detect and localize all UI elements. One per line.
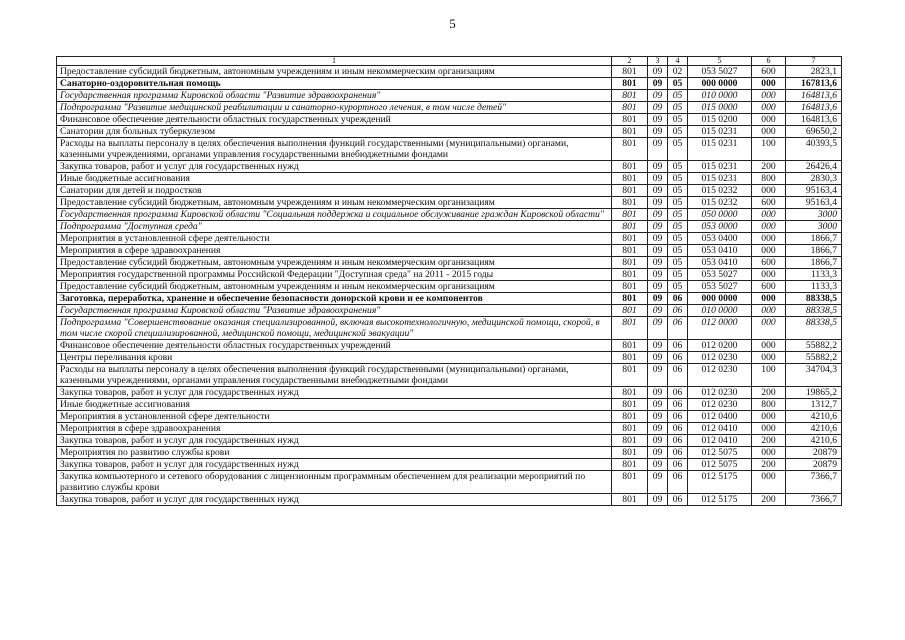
row-name-cell: Мероприятия в установленной сфере деятельности — [57, 411, 612, 423]
row-sum-cell: 1866,7 — [786, 233, 842, 245]
row-code-4-cell: 06 — [668, 399, 688, 411]
row-code-5-cell: 053 0410 — [688, 245, 752, 257]
header-cell-7: 7 — [786, 57, 842, 66]
row-code-5-cell: 012 0400 — [688, 411, 752, 423]
row-code-3-cell: 09 — [648, 364, 668, 387]
row-code-6-cell: 200 — [752, 387, 786, 399]
row-code-4-cell: 05 — [668, 114, 688, 126]
row-code-4-cell: 05 — [668, 233, 688, 245]
row-code-5-cell: 015 0231 — [688, 138, 752, 161]
row-code-5-cell: 053 5027 — [688, 66, 752, 78]
row-sum-cell: 40393,5 — [786, 138, 842, 161]
row-name-cell: Мероприятия по развитию службы крови — [57, 447, 612, 459]
row-code-5-cell: 015 0231 — [688, 173, 752, 185]
row-code-4-cell: 05 — [668, 209, 688, 221]
row-code-2-cell: 801 — [612, 138, 648, 161]
table-row — [57, 435, 842, 447]
row-code-5-cell: 012 0200 — [688, 340, 752, 352]
row-name-cell: Предоставление субсидий бюджетным, автономным учреждениям и иным некоммерческим организациям — [57, 197, 612, 209]
row-code-3-cell: 09 — [648, 257, 668, 269]
row-code-3-cell: 09 — [648, 102, 668, 114]
row-code-6-cell: 000 — [752, 471, 786, 494]
row-code-2-cell: 801 — [612, 340, 648, 352]
row-name-cell: Мероприятия государственной программы Российской Федерации "Доступная среда" на 2011 - 2015 годы — [57, 269, 612, 281]
row-sum-cell: 3000 — [786, 209, 842, 221]
row-code-4-cell: 06 — [668, 411, 688, 423]
row-code-6-cell: 000 — [752, 185, 786, 197]
table-row — [57, 161, 842, 173]
table-row — [57, 317, 842, 340]
row-code-6-cell: 600 — [752, 281, 786, 293]
row-code-5-cell: 012 5075 — [688, 447, 752, 459]
row-sum-cell: 7366,7 — [786, 471, 842, 494]
row-code-3-cell: 09 — [648, 340, 668, 352]
row-code-2-cell: 801 — [612, 435, 648, 447]
row-code-3-cell: 09 — [648, 387, 668, 399]
row-code-4-cell: 05 — [668, 269, 688, 281]
row-code-6-cell: 600 — [752, 197, 786, 209]
row-name-cell: Иные бюджетные ассигнования — [57, 399, 612, 411]
table-row — [57, 411, 842, 423]
row-code-4-cell: 06 — [668, 352, 688, 364]
table-row — [57, 352, 842, 364]
row-code-5-cell: 012 0000 — [688, 317, 752, 340]
row-name-cell: Мероприятия в сфере здравоохранения — [57, 245, 612, 257]
row-code-3-cell: 09 — [648, 245, 668, 257]
row-code-6-cell: 000 — [752, 305, 786, 317]
row-code-2-cell: 801 — [612, 364, 648, 387]
table-row — [57, 459, 842, 471]
row-code-2-cell: 801 — [612, 447, 648, 459]
row-code-3-cell: 09 — [648, 459, 668, 471]
row-code-2-cell: 801 — [612, 281, 648, 293]
row-sum-cell: 1133,3 — [786, 281, 842, 293]
row-sum-cell: 4210,6 — [786, 423, 842, 435]
row-code-2-cell: 801 — [612, 269, 648, 281]
row-code-5-cell: 015 0200 — [688, 114, 752, 126]
row-code-5-cell: 012 0230 — [688, 364, 752, 387]
row-sum-cell: 19865,2 — [786, 387, 842, 399]
table-row — [57, 209, 842, 221]
row-sum-cell: 1866,7 — [786, 257, 842, 269]
row-code-6-cell: 200 — [752, 435, 786, 447]
table-row — [57, 245, 842, 257]
row-code-3-cell: 09 — [648, 66, 668, 78]
row-sum-cell: 88338,5 — [786, 305, 842, 317]
row-code-2-cell: 801 — [612, 459, 648, 471]
row-code-4-cell: 06 — [668, 447, 688, 459]
row-code-5-cell: 012 0230 — [688, 387, 752, 399]
row-name-cell: Закупка товаров, работ и услуг для государственных нужд — [57, 161, 612, 173]
row-code-5-cell: 012 0230 — [688, 399, 752, 411]
row-code-6-cell: 000 — [752, 221, 786, 233]
row-code-2-cell: 801 — [612, 293, 648, 305]
row-code-3-cell: 09 — [648, 185, 668, 197]
row-code-6-cell: 000 — [752, 340, 786, 352]
row-name-cell: Санатории для больных туберкулезом — [57, 126, 612, 138]
row-sum-cell: 2830,3 — [786, 173, 842, 185]
row-code-4-cell: 05 — [668, 197, 688, 209]
row-code-5-cell: 010 0000 — [688, 305, 752, 317]
row-code-5-cell: 053 0400 — [688, 233, 752, 245]
row-name-cell: Предоставление субсидий бюджетным, автономным учреждениям и иным некоммерческим организациям — [57, 281, 612, 293]
row-code-3-cell: 09 — [648, 138, 668, 161]
row-code-6-cell: 100 — [752, 138, 786, 161]
table-row — [57, 197, 842, 209]
row-sum-cell: 1866,7 — [786, 245, 842, 257]
row-code-2-cell: 801 — [612, 411, 648, 423]
table-row — [57, 66, 842, 78]
row-code-2-cell: 801 — [612, 245, 648, 257]
row-name-cell: Мероприятия в установленной сфере деятельности — [57, 233, 612, 245]
row-name-cell: Закупка товаров, работ и услуг для государственных нужд — [57, 435, 612, 447]
row-code-5-cell: 012 0410 — [688, 435, 752, 447]
row-code-2-cell: 801 — [612, 78, 648, 90]
row-code-4-cell: 05 — [668, 257, 688, 269]
header-row — [57, 57, 842, 66]
table-row — [57, 340, 842, 352]
row-code-6-cell: 000 — [752, 317, 786, 340]
row-code-5-cell: 012 0410 — [688, 423, 752, 435]
row-code-2-cell: 801 — [612, 399, 648, 411]
row-code-6-cell: 200 — [752, 459, 786, 471]
row-code-4-cell: 05 — [668, 221, 688, 233]
row-code-4-cell: 05 — [668, 102, 688, 114]
row-sum-cell: 4210,6 — [786, 435, 842, 447]
row-code-6-cell: 000 — [752, 293, 786, 305]
row-code-6-cell: 000 — [752, 114, 786, 126]
table-row — [57, 364, 842, 387]
row-code-4-cell: 05 — [668, 78, 688, 90]
row-code-3-cell: 09 — [648, 447, 668, 459]
row-code-5-cell: 053 5027 — [688, 269, 752, 281]
row-code-3-cell: 09 — [648, 281, 668, 293]
table-row — [57, 471, 842, 494]
row-code-4-cell: 05 — [668, 161, 688, 173]
row-code-5-cell: 015 0232 — [688, 197, 752, 209]
table-row — [57, 173, 842, 185]
row-name-cell: Подпрограмма "Совершенствование оказания специализированной, включая высокотехнологичную, медицинской помощи, скорой, в том числе скорой специализированной, медицинской помощи, медицинской эвакуации" — [57, 317, 612, 340]
row-code-5-cell: 012 5075 — [688, 459, 752, 471]
table-row — [57, 102, 842, 114]
row-code-6-cell: 000 — [752, 245, 786, 257]
row-code-2-cell: 801 — [612, 317, 648, 340]
row-sum-cell: 34704,3 — [786, 364, 842, 387]
row-code-2-cell: 801 — [612, 494, 648, 506]
row-code-6-cell: 100 — [752, 364, 786, 387]
row-code-6-cell: 000 — [752, 126, 786, 138]
row-code-4-cell: 06 — [668, 435, 688, 447]
row-name-cell: Закупка компьютерного и сетевого оборудования с лицензионным программным обеспечением для реализации мероприятий по развитию службы крови — [57, 471, 612, 494]
row-code-4-cell: 06 — [668, 364, 688, 387]
row-code-4-cell: 06 — [668, 387, 688, 399]
row-code-4-cell: 05 — [668, 185, 688, 197]
row-code-2-cell: 801 — [612, 90, 648, 102]
row-code-2-cell: 801 — [612, 209, 648, 221]
row-code-5-cell: 053 0410 — [688, 257, 752, 269]
row-code-5-cell: 010 0000 — [688, 90, 752, 102]
row-sum-cell: 55882,2 — [786, 352, 842, 364]
row-code-4-cell: 06 — [668, 423, 688, 435]
row-sum-cell: 2823,1 — [786, 66, 842, 78]
row-code-3-cell: 09 — [648, 293, 668, 305]
table-row — [57, 399, 842, 411]
row-name-cell: Расходы на выплаты персоналу в целях обеспечения выполнения функций государственными (муниципальными) органами, казенными учреждениями, органами управления государственными внебюджетными фондами — [57, 364, 612, 387]
row-code-5-cell: 000 0000 — [688, 78, 752, 90]
row-sum-cell: 20879 — [786, 459, 842, 471]
row-code-6-cell: 200 — [752, 161, 786, 173]
row-sum-cell: 20879 — [786, 447, 842, 459]
row-sum-cell: 7366,7 — [786, 494, 842, 506]
header-cell-2: 2 — [612, 57, 648, 66]
row-code-2-cell: 801 — [612, 257, 648, 269]
row-code-4-cell: 06 — [668, 494, 688, 506]
row-code-3-cell: 09 — [648, 411, 668, 423]
row-code-2-cell: 801 — [612, 126, 648, 138]
table-row — [57, 221, 842, 233]
row-sum-cell: 26426,4 — [786, 161, 842, 173]
row-code-6-cell: 000 — [752, 78, 786, 90]
table-row — [57, 90, 842, 102]
row-code-4-cell: 05 — [668, 281, 688, 293]
row-code-6-cell: 000 — [752, 269, 786, 281]
row-code-6-cell: 600 — [752, 257, 786, 269]
row-code-4-cell: 05 — [668, 173, 688, 185]
row-code-3-cell: 09 — [648, 352, 668, 364]
row-name-cell: Финансовое обеспечение деятельности областных государственных учреждений — [57, 340, 612, 352]
row-code-3-cell: 09 — [648, 423, 668, 435]
row-name-cell: Государственная программа Кировской области "Социальная поддержка и социальное обслуживание граждан Кировской области" — [57, 209, 612, 221]
table-row — [57, 305, 842, 317]
row-name-cell: Закупка товаров, работ и услуг для государственных нужд — [57, 459, 612, 471]
row-name-cell: Предоставление субсидий бюджетным, автономным учреждениям и иным некоммерческим организациям — [57, 257, 612, 269]
row-code-6-cell: 000 — [752, 233, 786, 245]
row-name-cell: Иные бюджетные ассигнования — [57, 173, 612, 185]
row-code-6-cell: 000 — [752, 209, 786, 221]
row-name-cell: Заготовка, переработка, хранение и обеспечение безопасности донорской крови и ее компонентов — [57, 293, 612, 305]
row-code-6-cell: 000 — [752, 447, 786, 459]
row-code-2-cell: 801 — [612, 233, 648, 245]
table-row — [57, 447, 842, 459]
table-row — [57, 78, 842, 90]
row-code-2-cell: 801 — [612, 221, 648, 233]
row-sum-cell: 1133,3 — [786, 269, 842, 281]
row-code-4-cell: 05 — [668, 245, 688, 257]
row-code-4-cell: 05 — [668, 90, 688, 102]
row-code-2-cell: 801 — [612, 387, 648, 399]
row-name-cell: Санаторно-оздоровительная помощь — [57, 78, 612, 90]
row-code-3-cell: 09 — [648, 197, 668, 209]
row-code-3-cell: 09 — [648, 173, 668, 185]
row-code-3-cell: 09 — [648, 471, 668, 494]
row-code-5-cell: 012 0230 — [688, 352, 752, 364]
budget-table — [56, 56, 842, 506]
row-sum-cell: 95163,4 — [786, 185, 842, 197]
table-row — [57, 281, 842, 293]
row-code-6-cell: 000 — [752, 411, 786, 423]
table-row — [57, 126, 842, 138]
row-code-3-cell: 09 — [648, 126, 668, 138]
row-sum-cell: 1312,7 — [786, 399, 842, 411]
table-row — [57, 269, 842, 281]
row-code-6-cell: 000 — [752, 352, 786, 364]
header-cell-6: 6 — [752, 57, 786, 66]
row-code-2-cell: 801 — [612, 173, 648, 185]
row-name-cell: Подпрограмма "Развитие медицинской реабилитации и санаторно-курортного лечения, в том числе детей" — [57, 102, 612, 114]
row-code-5-cell: 015 0231 — [688, 161, 752, 173]
table-row — [57, 494, 842, 506]
table-row — [57, 185, 842, 197]
row-sum-cell: 55882,2 — [786, 340, 842, 352]
row-code-6-cell: 000 — [752, 90, 786, 102]
table-row — [57, 233, 842, 245]
row-sum-cell: 3000 — [786, 221, 842, 233]
row-code-5-cell: 050 0000 — [688, 209, 752, 221]
row-code-4-cell: 06 — [668, 293, 688, 305]
table-row — [57, 387, 842, 399]
row-name-cell: Центры переливания крови — [57, 352, 612, 364]
row-code-2-cell: 801 — [612, 305, 648, 317]
row-code-6-cell: 200 — [752, 494, 786, 506]
row-code-2-cell: 801 — [612, 185, 648, 197]
table-row — [57, 138, 842, 161]
row-code-2-cell: 801 — [612, 197, 648, 209]
row-name-cell: Санатории для детей и подростков — [57, 185, 612, 197]
row-code-3-cell: 09 — [648, 269, 668, 281]
table-row — [57, 423, 842, 435]
row-name-cell: Подпрограмма "Доступная среда" — [57, 221, 612, 233]
row-code-2-cell: 801 — [612, 423, 648, 435]
table-row — [57, 114, 842, 126]
row-sum-cell: 164813,6 — [786, 90, 842, 102]
row-code-4-cell: 06 — [668, 305, 688, 317]
row-code-5-cell: 015 0000 — [688, 102, 752, 114]
row-code-5-cell: 015 0232 — [688, 185, 752, 197]
row-code-5-cell: 000 0000 — [688, 293, 752, 305]
table-row — [57, 257, 842, 269]
row-sum-cell: 164813,6 — [786, 114, 842, 126]
row-name-cell: Предоставление субсидий бюджетным, автономным учреждениям и иным некоммерческим организациям — [57, 66, 612, 78]
row-code-3-cell: 09 — [648, 305, 668, 317]
row-code-4-cell: 06 — [668, 317, 688, 340]
header-cell-3: 3 — [648, 57, 668, 66]
row-code-5-cell: 015 0231 — [688, 126, 752, 138]
row-name-cell: Финансовое обеспечение деятельности областных государственных учреждений — [57, 114, 612, 126]
row-code-4-cell: 06 — [668, 459, 688, 471]
row-sum-cell: 164813,6 — [786, 102, 842, 114]
row-code-6-cell: 800 — [752, 399, 786, 411]
table-row — [57, 293, 842, 305]
row-code-5-cell: 053 0000 — [688, 221, 752, 233]
row-sum-cell: 88338,5 — [786, 293, 842, 305]
row-sum-cell: 167813,6 — [786, 78, 842, 90]
row-code-3-cell: 09 — [648, 161, 668, 173]
row-code-2-cell: 801 — [612, 102, 648, 114]
row-code-6-cell: 600 — [752, 66, 786, 78]
row-sum-cell: 95163,4 — [786, 197, 842, 209]
row-code-2-cell: 801 — [612, 161, 648, 173]
row-code-6-cell: 800 — [752, 173, 786, 185]
row-name-cell: Мероприятия в сфере здравоохранения — [57, 423, 612, 435]
row-name-cell: Закупка товаров, работ и услуг для государственных нужд — [57, 494, 612, 506]
table-body — [57, 66, 842, 506]
row-sum-cell: 4210,6 — [786, 411, 842, 423]
row-code-2-cell: 801 — [612, 114, 648, 126]
header-cell-1: 1 — [57, 57, 612, 66]
row-name-cell: Государственная программа Кировской области "Развитие здравоохранения" — [57, 305, 612, 317]
row-code-2-cell: 801 — [612, 471, 648, 494]
row-name-cell: Государственная программа Кировской области "Развитие здравоохранения" — [57, 90, 612, 102]
page-number: 5 — [449, 16, 456, 31]
row-code-5-cell: 012 5175 — [688, 494, 752, 506]
row-code-3-cell: 09 — [648, 90, 668, 102]
row-code-3-cell: 09 — [648, 317, 668, 340]
row-code-3-cell: 09 — [648, 78, 668, 90]
row-code-3-cell: 09 — [648, 209, 668, 221]
header-cell-4: 4 — [668, 57, 688, 66]
row-code-4-cell: 05 — [668, 126, 688, 138]
row-code-5-cell: 053 5027 — [688, 281, 752, 293]
row-code-4-cell: 06 — [668, 471, 688, 494]
row-code-3-cell: 09 — [648, 435, 668, 447]
row-name-cell: Закупка товаров, работ и услуг для государственных нужд — [57, 387, 612, 399]
row-code-2-cell: 801 — [612, 352, 648, 364]
row-code-4-cell: 02 — [668, 66, 688, 78]
row-sum-cell: 69650,2 — [786, 126, 842, 138]
row-name-cell: Расходы на выплаты персоналу в целях обеспечения выполнения функций государственными (муниципальными) органами, казенными учреждениями, органами управления государственными внебюджетными фондами — [57, 138, 612, 161]
row-code-2-cell: 801 — [612, 66, 648, 78]
row-code-3-cell: 09 — [648, 494, 668, 506]
row-code-6-cell: 000 — [752, 102, 786, 114]
row-code-4-cell: 06 — [668, 340, 688, 352]
row-code-5-cell: 012 5175 — [688, 471, 752, 494]
row-code-3-cell: 09 — [648, 114, 668, 126]
header-cell-5: 5 — [688, 57, 752, 66]
row-code-4-cell: 05 — [668, 138, 688, 161]
row-sum-cell: 88338,5 — [786, 317, 842, 340]
row-code-6-cell: 000 — [752, 423, 786, 435]
row-code-3-cell: 09 — [648, 221, 668, 233]
row-code-3-cell: 09 — [648, 233, 668, 245]
row-code-3-cell: 09 — [648, 399, 668, 411]
